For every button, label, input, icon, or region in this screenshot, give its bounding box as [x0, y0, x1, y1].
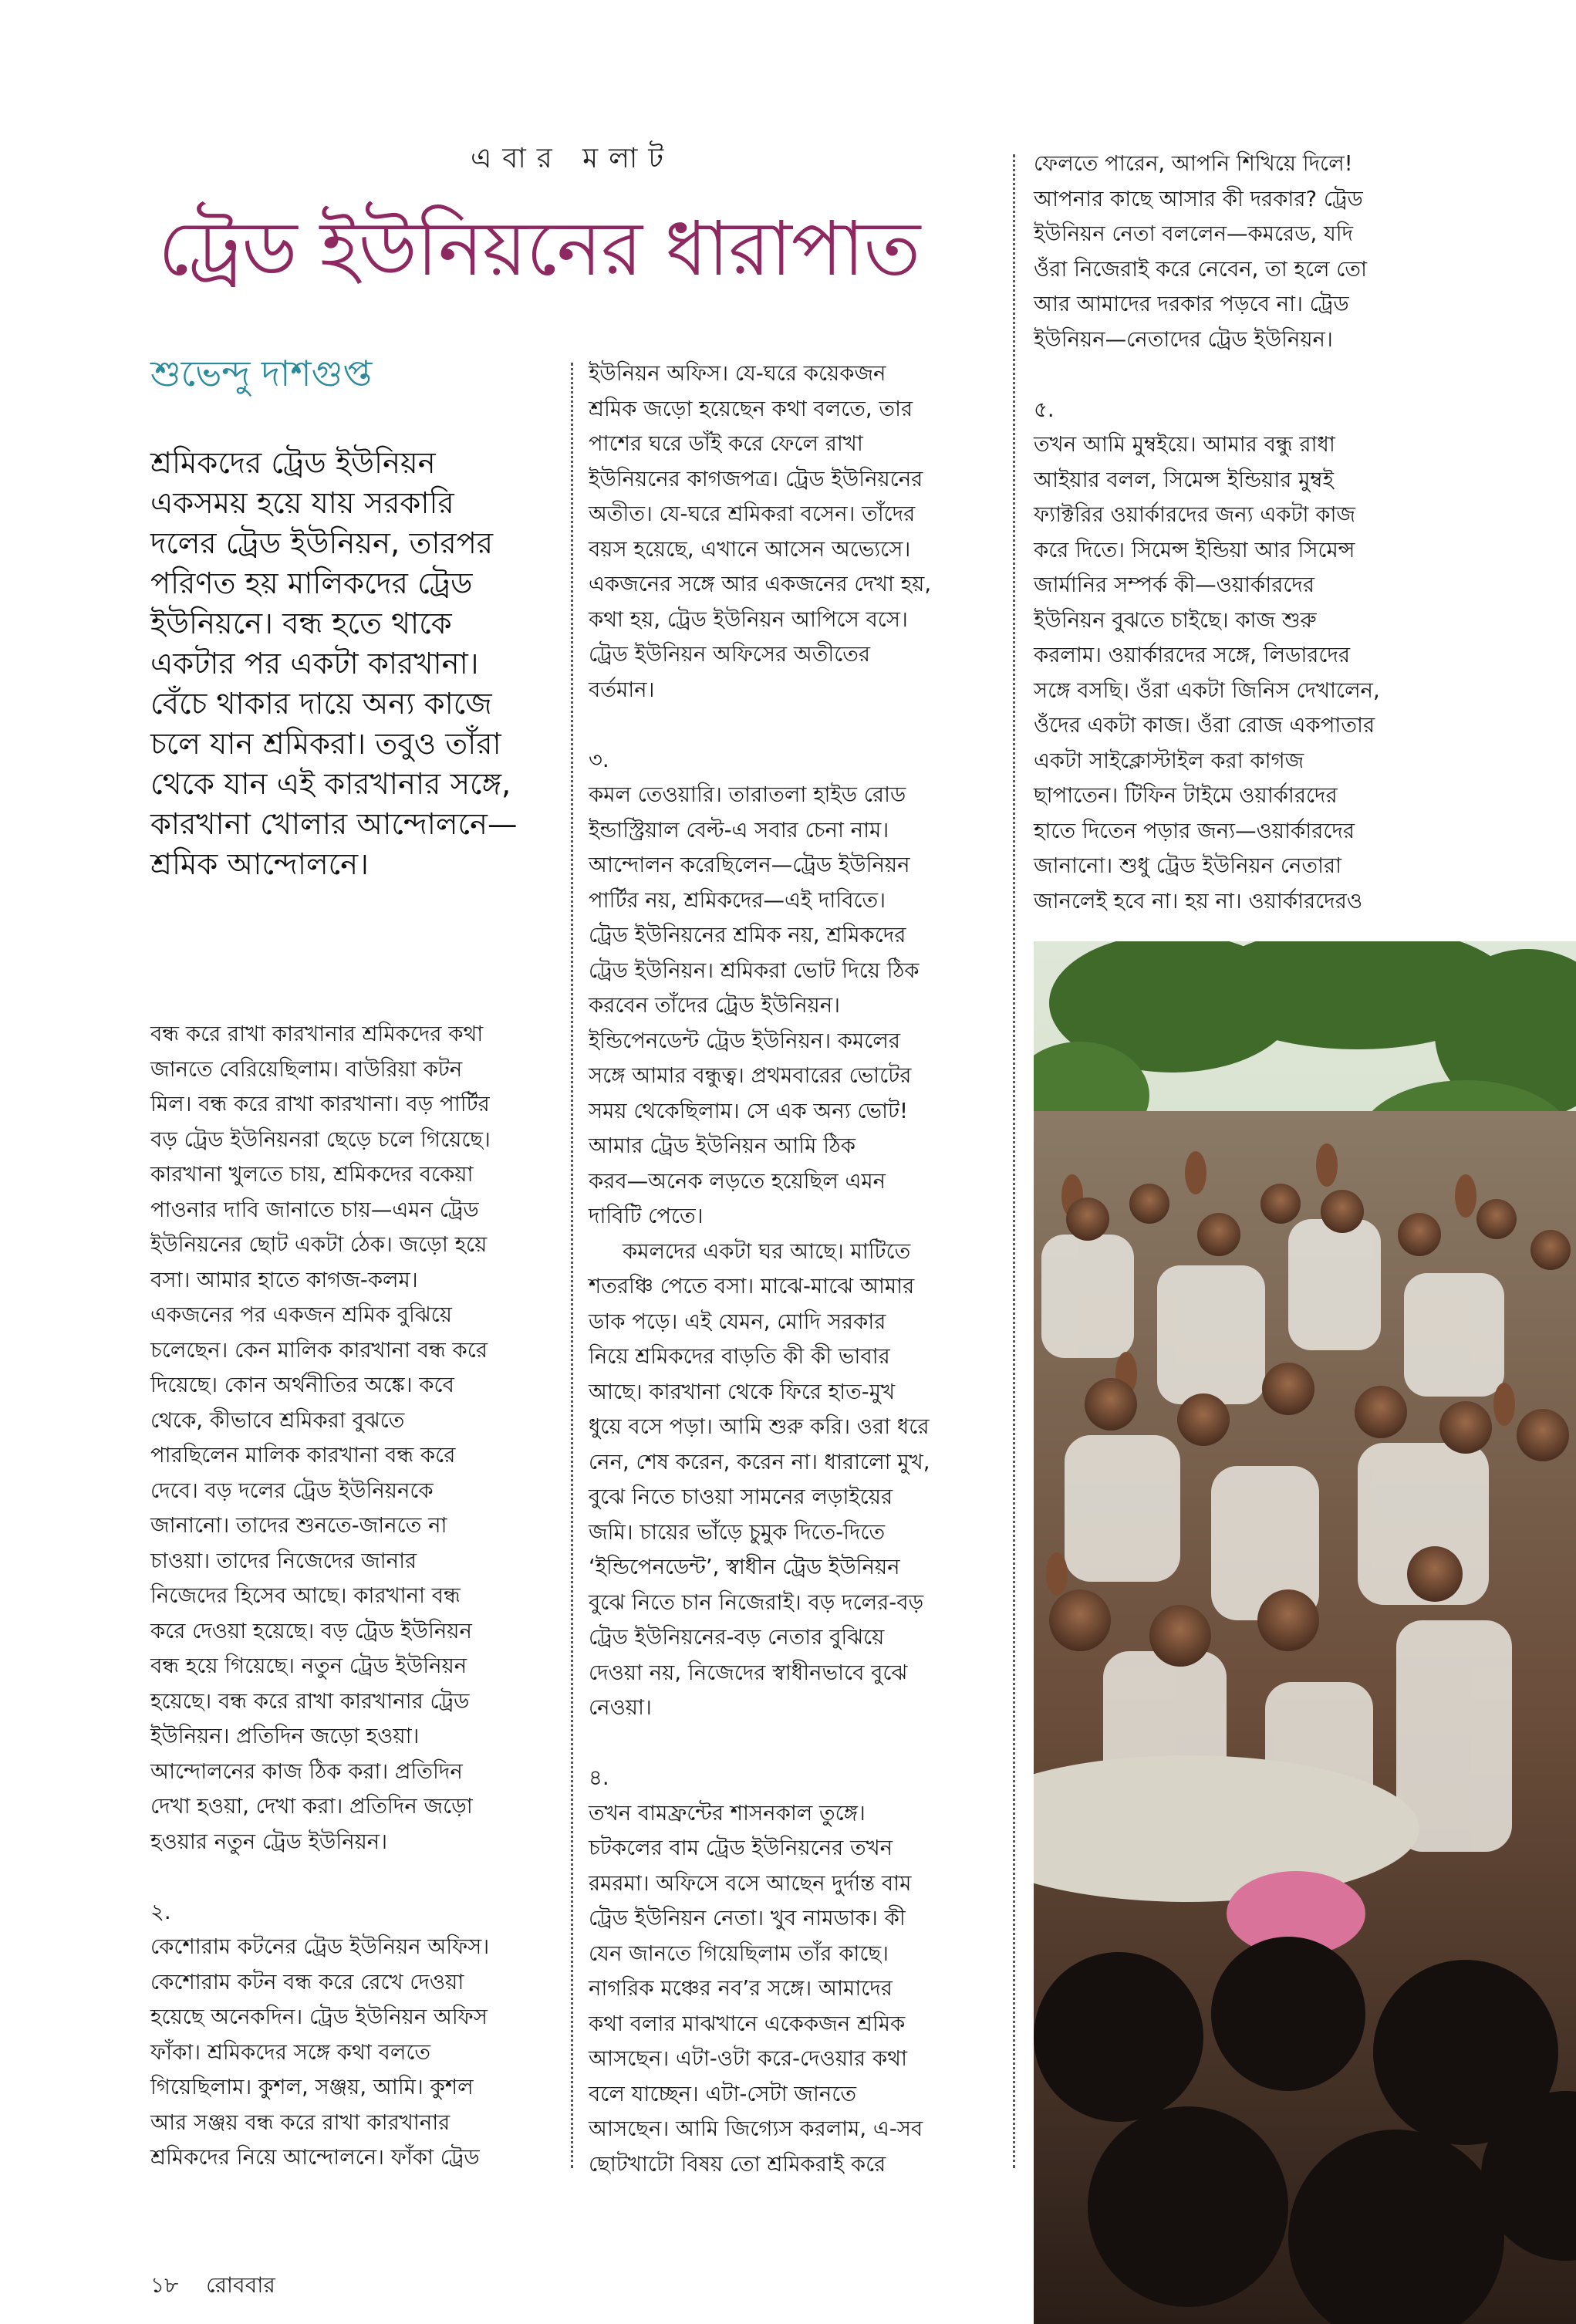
text-line: কেশোরাম কটন বন্ধ করে রেখে দেওয়া	[150, 1969, 464, 1995]
lede-line: থেকে যান এই কারখানার সঙ্গে,	[150, 767, 511, 802]
page-number: ১৮	[150, 2272, 179, 2298]
text-line: ওঁরা নিজেরাই করে নেবেন, তা হলে তো	[1034, 256, 1367, 282]
text-line: ট্রেড ইউনিয়নের শ্রমিক নয়, শ্রমিকদের	[589, 923, 906, 948]
body-column-3	[1034, 147, 1558, 926]
text-line: পাওনার দাবি জানাতে চায়—এমন ট্রেড	[150, 1197, 479, 1222]
text-line: আমার ট্রেড ইউনিয়ন আমি ঠিক	[589, 1133, 855, 1158]
text-line: পার্টির নয়, শ্রমিকদের—এই দাবিতে।	[589, 887, 886, 913]
paragraph-gap	[150, 1860, 552, 1895]
text-line: ধুয়ে বসে পড়া। আমি শুরু করি। ওরা ধরে	[589, 1414, 930, 1439]
text-line: জানতে বেরিয়েছিলাম। বাউরিয়া কটন	[150, 1056, 463, 1082]
text-line: রমরমা। অফিসে বসে আছেন দুর্দান্ত বাম	[589, 1870, 912, 1896]
text-line: হওয়ার নতুন ট্রেড ইউনিয়ন।	[150, 1829, 388, 1854]
text-line: কথা বলার মাঝখানে একেকজন শ্রমিক	[589, 2011, 906, 2036]
section-number: ৫.	[1034, 397, 1055, 422]
text-line: আসছেন। আমি জিগ্যেস করলাম, এ-সব	[589, 2116, 923, 2141]
column-divider	[1013, 154, 1015, 2168]
text-line: আইয়ার বলল, সিমেন্স ইন্ডিয়ার মুম্বই	[1034, 467, 1334, 492]
text-line: কমলদের একটা ঘর আছে। মাটিতে	[623, 1238, 911, 1264]
text-line: কেশোরাম কটনের ট্রেড ইউনিয়ন অফিস।	[150, 1934, 490, 1959]
text-line: আপনার কাছে আসার কী দরকার? ট্রেড	[1034, 186, 1363, 211]
text-line: দেওয়া নয়, নিজেদের স্বাধীনভাবে বুঝে	[589, 1660, 908, 1685]
text-line: ইউনিয়ন নেতা বললেন—কমরেড, যদি	[1034, 221, 1354, 246]
text-line: আসছেন। এটা-ওটা করে-দেওয়ার কথা	[589, 2046, 907, 2071]
text-line: চটকলের বাম ট্রেড ইউনিয়নের তখন	[589, 1836, 893, 1860]
text-line: ইউনিয়নের কাগজপত্র। ট্রেড ইউনিয়নের	[589, 466, 923, 491]
text-line: জানানো। শুধু ট্রেড ইউনিয়ন নেতারা	[1034, 853, 1342, 878]
page-folio	[150, 2268, 382, 2299]
text-line: আন্দোলনের কাজ ঠিক করা। প্রতিদিন	[150, 1758, 463, 1784]
lede-paragraph	[150, 444, 567, 937]
text-line: দিয়েছে। কোন অর্থনীতির অঙ্কে। কবে	[150, 1373, 454, 1397]
text-line: নেওয়া।	[589, 1695, 652, 1720]
text-line: আছে। কারখানা থেকে ফিরে হাত-মুখ	[589, 1379, 896, 1404]
text-line: দেখা হওয়া, দেখা করা। প্রতিদিন জড়ো	[150, 1794, 473, 1819]
lede-line: কারখানা খোলার আন্দোলনে—	[150, 807, 518, 842]
author-byline: শুভেন্দু দাশগুপ্ত	[150, 353, 373, 394]
text-line: নিয়ে শ্রমিকদের বাড়তি কী কী ভাবার	[589, 1344, 890, 1369]
crowd-photo	[1034, 941, 1576, 2324]
text-line: ট্রেড ইউনিয়ন নেতা। খুব নামডাক। কী	[589, 1906, 906, 1930]
text-line: ওঁদের একটা কাজ। ওঁরা রোজ একপাতার	[1034, 713, 1375, 738]
text-line: আন্দোলন করেছিলেন—ট্রেড ইউনিয়ন	[589, 853, 910, 877]
text-line: আর আমাদের দরকার পড়বে না। ট্রেড	[1034, 292, 1349, 316]
text-line: ট্রেড ইউনিয়ন অফিসের অতীতের	[589, 642, 871, 667]
text-line: বয়স হয়েছে, এখানে আসেন অভ্যেসে।	[589, 536, 911, 562]
text-line: ইউনিয়ন বুঝতে চাইছে। কাজ শুরু	[1034, 607, 1317, 633]
section-number: ৪.	[589, 1765, 609, 1790]
text-line: বড় ট্রেড ইউনিয়নরা ছেড়ে চলে গিয়েছে।	[150, 1127, 491, 1152]
text-line: করবেন তাঁদের ট্রেড ইউনিয়ন।	[589, 993, 840, 1018]
text-line: বুঝে নিতে চান নিজেরাই। বড় দলের-বড়	[589, 1589, 924, 1615]
lede-line: বেঁচে থাকার দায়ে অন্য কাজে	[150, 687, 492, 721]
text-line: ইন্ডাস্ট্রিয়াল বেল্ট-এ সবার চেনা নাম।	[589, 817, 889, 843]
lede-line: শ্রমিক আন্দোলনে।	[150, 847, 369, 882]
text-line: অতীত। যে-ঘরে শ্রমিকরা বসেন। তাঁদের	[589, 502, 916, 526]
text-line: করব—অনেক লড়তে হয়েছিল এমন	[589, 1168, 886, 1194]
text-line: ফ্যাক্টরির ওয়ার্কারদের জন্য একটা কাজ	[1034, 502, 1356, 527]
text-line: শতরঞ্চি পেতে বসা। মাঝে-মাঝে আমার	[589, 1274, 915, 1299]
page-title: ট্রেড ইউনিয়নের ধারাপাত	[158, 205, 920, 293]
paragraph-gap	[1034, 357, 1558, 393]
text-line: করে দেওয়া হয়েছে। বড় ট্রেড ইউনিয়ন	[150, 1618, 472, 1643]
text-line: মিল। বন্ধ করে রাখা কারখানা। বড় পার্টির	[150, 1092, 490, 1116]
text-line: জানলেই হবে না। হয় না। ওয়ার্কারদেরও	[1034, 888, 1363, 914]
text-line: ফাঁকা। শ্রমিকদের সঙ্গে কথা বলতে	[150, 2039, 431, 2065]
text-line: একজনের পর একজন শ্রমিক বুঝিয়ে	[150, 1302, 452, 1327]
text-line: ইউনিয়ন। প্রতিদিন জড়ো হওয়া।	[150, 1724, 420, 1748]
section-number: ২.	[150, 1899, 171, 1924]
text-line: ছাপাতেন। টিফিন টাইমে ওয়ার্কারদের	[1034, 783, 1338, 808]
text-line: শ্রমিক জড়ো হয়েছেন কথা বলতে, তার	[589, 396, 913, 421]
text-line: ‘ইন্ডিপেনডেন্ট’, স্বাধীন ট্রেড ইউনিয়ন	[589, 1555, 900, 1579]
text-line: কারখানা খুলতে চায়, শ্রমিকদের বকেয়া	[150, 1162, 474, 1187]
magazine-name: রোববার	[206, 2272, 275, 2298]
text-line: জমি। চায়ের ভাঁড়ে চুমুক দিতে-দিতে	[589, 1519, 886, 1545]
text-line: বুঝে নিতে চাওয়া সামনের লড়াইয়ের	[589, 1485, 893, 1509]
text-line: দেবে। বড় দলের ট্রেড ইউনিয়নকে	[150, 1478, 434, 1503]
text-line: আর সঞ্জয় বন্ধ করে রাখা কারখানার	[150, 2110, 451, 2135]
text-line: বসা। আমার হাতে কাগজ-কলম।	[150, 1267, 418, 1292]
text-line: ইন্ডিপেনডেন্ট ট্রেড ইউনিয়ন। কমলের	[589, 1028, 900, 1053]
text-line: তখন বামফ্রন্টের শাসনকাল তুঙ্গে।	[589, 1800, 866, 1826]
text-line: বলে যাচ্ছেন। এটা-সেটা জানতে	[589, 2081, 856, 2106]
text-line: জানানো। তাদের শুনতে-জানতে না	[150, 1513, 447, 1538]
text-line: করলাম। ওয়ার্কারদের সঙ্গে, লিডারদের	[1034, 643, 1351, 667]
text-line: যেন জানতে গিয়েছিলাম তাঁর কাছে।	[589, 1941, 889, 1966]
text-line: নিজেদের হিসেব আছে। কারখানা বন্ধ	[150, 1583, 461, 1608]
text-line: ইউনিয়ন অফিস। যে-ঘরে কয়েকজন	[589, 361, 886, 386]
text-line: চাওয়া। তাদের নিজেদের জানার	[150, 1548, 417, 1573]
lede-line: ইউনিয়নে। বন্ধ হতে থাকে	[150, 606, 452, 641]
text-line: নেন, শেষ করেন, করেন না। ধারালো মুখ,	[589, 1449, 930, 1474]
lede-line: একসময় হয়ে যায় সরকারি	[150, 486, 454, 521]
text-line: একজনের সঙ্গে আর একজনের দেখা হয়,	[589, 572, 932, 596]
text-line: ফেলতে পারেন, আপনি শিখিয়ে দিলে!	[1034, 151, 1353, 176]
text-line: হয়েছে। বন্ধ করে রাখা কারখানার ট্রেড	[150, 1688, 470, 1714]
lede-line: দলের ট্রেড ইউনিয়ন, তারপর	[150, 526, 494, 561]
lede-line: চলে যান শ্রমিকরা। তবুও তাঁরা	[150, 727, 501, 762]
text-line: পারছিলেন মালিক কারখানা বন্ধ করে	[150, 1443, 456, 1468]
text-line: সময় থেকেছিলাম। সে এক অন্য ভোট!	[589, 1098, 909, 1123]
body-column-1	[150, 1017, 552, 2174]
lede-line: শ্রমিকদের ট্রেড ইউনিয়ন	[150, 446, 436, 481]
column-divider	[571, 363, 573, 2168]
section-kicker: এবার মলাট	[471, 143, 674, 174]
text-line: সঙ্গে আমার বন্ধুত্ব। প্রথমবারের ভোটের	[589, 1063, 912, 1088]
text-line: সঙ্গে বসছি। ওঁরা একটা জিনিস দেখালেন,	[1034, 677, 1380, 703]
lede-line: পরিণত হয় মালিকদের ট্রেড	[150, 566, 473, 601]
text-line: করে দিতে। সিমেন্স ইন্ডিয়া আর সিমেন্স	[1034, 537, 1355, 562]
text-line: পাশের ঘরে ডাঁই করে ফেলে রাখা	[589, 431, 863, 456]
text-line: বন্ধ করে রাখা কারখানার শ্রমিকদের কথা	[150, 1022, 484, 1046]
text-line: জার্মানির সম্পর্ক কী—ওয়ার্কারদের	[1034, 573, 1314, 597]
text-line: ছোটখাটো বিষয় তো শ্রমিকরাই করে	[589, 2151, 886, 2177]
text-line: ট্রেড ইউনিয়ন। শ্রমিকরা ভোট দিয়ে ঠিক	[589, 958, 920, 983]
text-line: ট্রেড ইউনিয়নের-বড় নেতার বুঝিয়ে	[589, 1625, 885, 1650]
text-line: কমল তেওয়ারি। তারাতলা হাইড রোড	[589, 782, 906, 807]
text-line: হাতে দিতেন পড়ার জন্য—ওয়ার্কারদের	[1034, 818, 1355, 843]
paragraph-gap	[589, 708, 1005, 743]
text-line: গিয়েছিলাম। কুশল, সঞ্জয়, আমি। কুশল	[150, 2075, 474, 2099]
paragraph-gap	[589, 1726, 1005, 1762]
text-line: থেকে, কীভাবে শ্রমিকরা বুঝতে	[150, 1407, 405, 1433]
text-line: একটা সাইক্লোস্টাইল করা কাগজ	[1034, 748, 1304, 773]
text-line: চলেছেন। কেন মালিক কারখানা বন্ধ করে	[150, 1337, 488, 1363]
text-line: বন্ধ হয়ে গিয়েছে। নতুন ট্রেড ইউনিয়ন	[150, 1653, 467, 1678]
text-line: দাবিটি পেতে।	[589, 1204, 704, 1228]
body-column-2	[589, 356, 1005, 2177]
text-line: শ্রমিকদের নিয়ে আন্দোলনে। ফাঁকা ট্রেড	[150, 2145, 480, 2170]
text-line: ইউনিয়নের ছোট একটা ঠেক। জড়ো হয়ে	[150, 1232, 488, 1257]
text-line: তখন আমি মুম্বইয়ে। আমার বন্ধু রাধা	[1034, 432, 1335, 457]
text-line: নাগরিক মঞ্চের নব’র সঙ্গে। আমাদের	[589, 1976, 893, 2001]
section-number: ৩.	[589, 747, 609, 772]
lede-line: একটার পর একটা কারখানা।	[150, 647, 479, 681]
text-line: কথা হয়, ট্রেড ইউনিয়ন আপিসে বসে।	[589, 606, 908, 632]
text-line: বর্তমান।	[589, 677, 655, 702]
text-line: ইউনিয়ন—নেতাদের ট্রেড ইউনিয়ন।	[1034, 326, 1333, 352]
text-line: ডাক পড়ে। এই যেমন, মোদি সরকার	[589, 1309, 886, 1334]
text-line: হয়েছে অনেকদিন। ট্রেড ইউনিয়ন অফিস	[150, 2005, 488, 2029]
